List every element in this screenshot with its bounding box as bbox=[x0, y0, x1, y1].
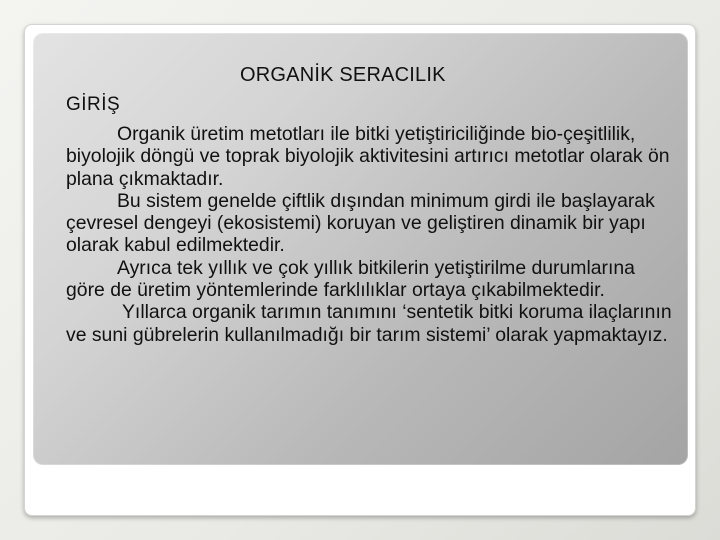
section-heading: GİRİŞ bbox=[66, 94, 121, 115]
paragraph-2: Bu sistem genelde çiftlik dışından minimum girdi ile başlayarak çevresel dengeyi (ekosistemi) koruyan ve geliştiren dinamik bir yapı olarak kabul edilmektedir. bbox=[66, 189, 655, 257]
paragraph-1: Organik üretim metotları ile bitki yetiştiriciliğinde bio-çeşitlilik, biyolojik döngü ve toprak biyolojik aktivitesini artırıcı metotlar olarak ön plana çıkmaktadır. bbox=[66, 123, 670, 190]
slide-title: ORGANİK SERACILIK bbox=[240, 64, 446, 86]
body-text bbox=[66, 123, 678, 346]
paragraph-4: Yıllarca organik tarımın tanımını ‘sentetik bitki koruma ilaçlarının ve suni gübrelerin kullanılmadığı bir tarım sistemi’ olarak yapmaktayız. bbox=[66, 301, 672, 346]
paragraph-3: Ayrıca tek yıllık ve çok yıllık bitkilerin yetiştirilme durumlarına göre de üretim yöntemlerinde farklılıklar ortaya çıkabilmektedir. bbox=[66, 256, 635, 302]
